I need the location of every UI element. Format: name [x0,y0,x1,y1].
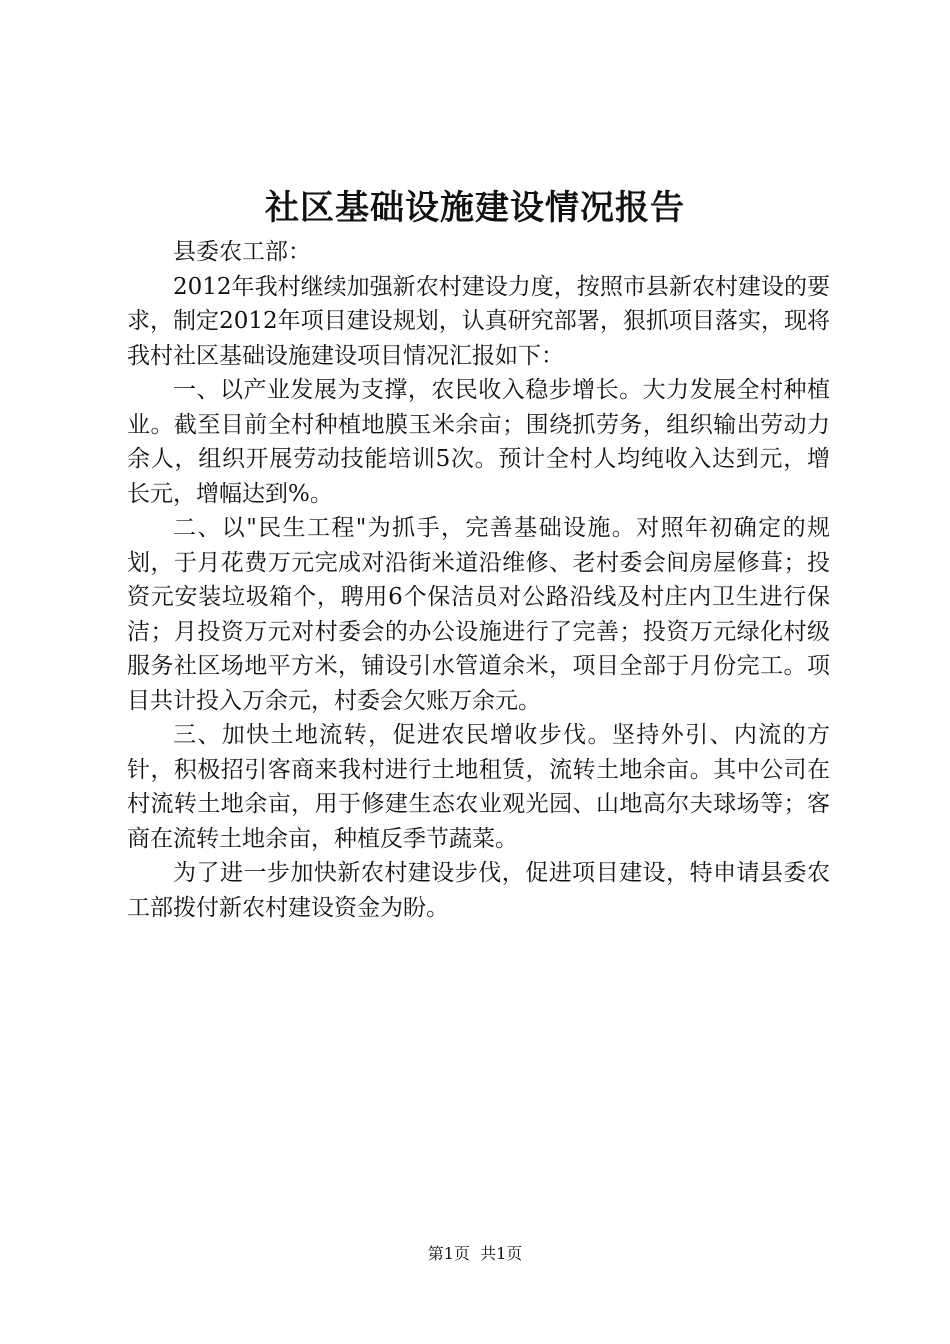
page-footer [0,1242,950,1266]
paragraph-section-1: 一、以产业发展为支撑，农民收入稳步增长。大力发展全村种植业。截至目前全村种植地膜玉米余亩；围绕抓劳务，组织输出劳动力余人，组织开展劳动技能培训5次。预计全村人均纯收入达到元，增长元，增幅达到%。 [127,377,830,507]
document-body [127,235,830,925]
paragraph-intro: 2012年我村继续加强新农村建设力度，按照市县新农村建设的要求，制定2012年项目建设规划，认真研究部署，狠抓项目落实，现将我村社区基础设施建设项目情况汇报如下： [127,273,830,369]
paragraph-section-2: 二、以"民生工程"为抓手，完善基础设施。对照年初确定的规划，于月花费万元完成对沿街米道沿维修、老村委会间房屋修葺；投资元安装垃圾箱个，聘用6个保洁员对公路沿线及村庄内卫生进行保洁；月投资万元对村委会的办公设施进行了完善；投资万元绿化村级服务社区场地平方米，铺设引水管道余米，项目全部于月份完工。项目共计投入万余元，村委会欠账万余元。 [127,515,830,714]
page-number: 第1页 共1页 [427,1244,523,1263]
paragraph-section-3: 三、加快土地流转，促进农民增收步伐。坚持外引、内流的方针，积极招引客商来我村进行土地租赁，流转土地余亩。其中公司在村流转土地余亩，用于修建生态农业观光园、山地高尔夫球场等；客商在流转土地余亩，种植反季节蔬菜。 [127,722,830,852]
paragraph-closing: 为了进一步加快新农村建设步伐，促进项目建设，特申请县委农工部拨付新农村建设资金为盼。 [127,860,830,921]
salutation: 县委农工部： [173,239,311,265]
document-title: 社区基础设施建设情况报告 [265,188,685,228]
